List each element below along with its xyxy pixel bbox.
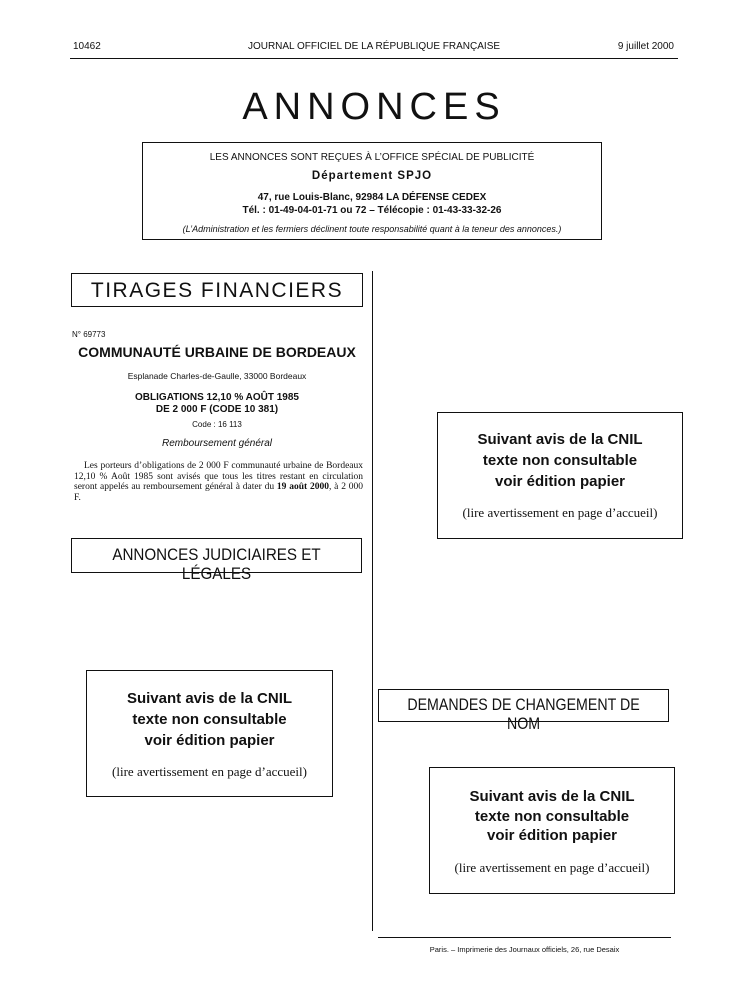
tirages-section-title: TIRAGES FINANCIERS (90, 279, 344, 302)
page-number: 10462 (73, 41, 101, 52)
page-date: 9 juillet 2000 (617, 41, 674, 52)
cnil-notice-box (437, 412, 683, 539)
cnil-notice-box (86, 670, 333, 797)
cnil-notice-box (429, 767, 675, 894)
header-rule (70, 58, 678, 59)
footer-rule (378, 937, 671, 938)
organization-name: COMMUNAUTÉ URBAINE DE BORDEAUX (78, 344, 356, 360)
column-divider (372, 271, 373, 931)
cnil-line-2: texte non consultable (482, 452, 638, 469)
obligations-code: Code : 16 113 (192, 420, 242, 429)
obligations-subtitle: DE 2 000 F (CODE 10 381) (155, 404, 279, 415)
remboursement-amount: , à 2 000 F. (74, 482, 364, 503)
cnil-line-2: texte non consultable (132, 711, 287, 728)
notice-intro: LES ANNONCES SONT REÇUES À L’OFFICE SPÉCIAL DE PUBLICITÉ (209, 152, 535, 163)
notice-box (142, 142, 602, 240)
cnil-line-2: texte non consultable (474, 808, 630, 825)
cnil-line-3: voir édition papier (144, 732, 275, 749)
notice-contact: Tél. : 01-49-04-01-71 ou 72 – Télécopie : 01-43-33-32-26 (242, 205, 502, 216)
cnil-line-1: Suivant avis de la CNIL (469, 788, 635, 805)
remboursement-date: 19 août 2000 (276, 482, 329, 492)
notice-department: Département SPJO (311, 170, 433, 182)
judiciaires-section-title: ANNONCES JUDICIAIRES ET LÉGALES (112, 546, 321, 583)
remboursement-paragraph (74, 461, 363, 503)
organization-address: Esplanade Charles-de-Gaulle, 33000 Bordeaux (127, 371, 307, 381)
footer-imprint: Paris. – Imprimerie des Journaux officiels, 26, rue Desaix (429, 945, 620, 954)
cnil-note: (lire avertissement en page d’accueil) (112, 764, 307, 779)
cnil-note: (lire avertissement en page d’accueil) (454, 860, 650, 875)
cnil-line-3: voir édition papier (486, 827, 618, 844)
annonce-number: N° 69773 (72, 330, 106, 339)
journal-title: JOURNAL OFFICIEL DE LA RÉPUBLIQUE FRANÇAISE (247, 41, 501, 52)
remboursement-title: Remboursement général (161, 438, 273, 449)
notice-address: 47, rue Louis-Blanc, 92984 LA DÉFENSE CEDEX (257, 192, 487, 203)
cnil-line-1: Suivant avis de la CNIL (126, 690, 293, 707)
cnil-line-3: voir édition papier (494, 473, 626, 490)
cnil-note: (lire avertissement en page d’accueil) (462, 505, 658, 520)
notice-disclaimer: (L’Administration et les fermiers déclinent toute responsabilité quant à la teneur des annonces.) (182, 224, 562, 234)
obligations-title: OBLIGATIONS 12,10 % AOÛT 1985 (135, 392, 299, 403)
demandes-section-title: DEMANDES DE CHANGEMENT DE NOM (407, 696, 640, 733)
remboursement-text: Les porteurs d’obligations de 2 000 F communauté urbaine de Bordeaux 12,10 % Août 1985 sont avisés que tous les titres restant en circulation seront appelés au remboursement général à dater du (74, 461, 363, 492)
cnil-line-1: Suivant avis de la CNIL (477, 431, 643, 448)
main-title: ANNONCES (242, 86, 506, 128)
